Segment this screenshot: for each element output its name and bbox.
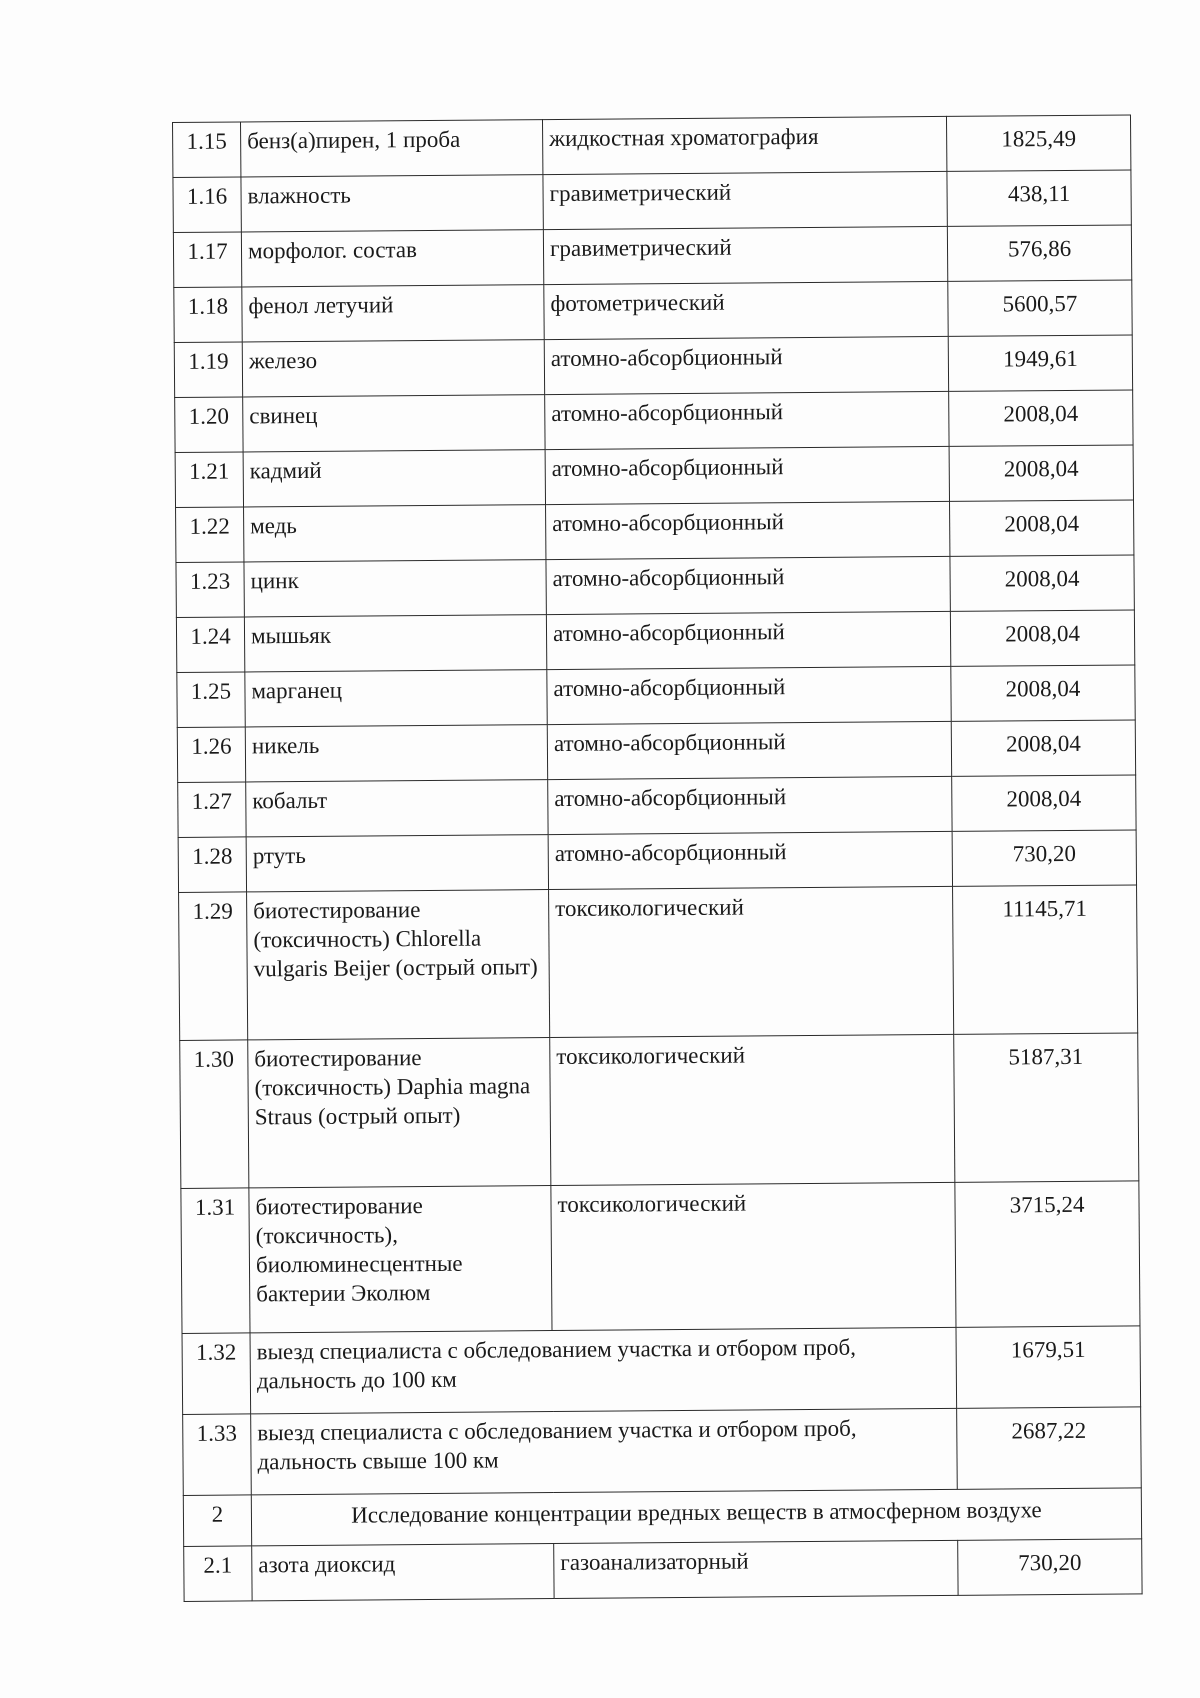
section-title: Исследование концентрации вредных веществ в атмосферном воздухе: [251, 1488, 1141, 1546]
price: 1825,49: [946, 115, 1130, 171]
row-number: 2.1: [184, 1546, 252, 1602]
row-number: 1.25: [177, 672, 245, 728]
price: 1679,51: [956, 1326, 1141, 1408]
method: токсикологический: [550, 1034, 955, 1185]
row-number: 1.26: [177, 727, 245, 783]
analyte-name: медь: [244, 505, 546, 562]
analyte-name: железо: [242, 340, 544, 397]
analyte-name: бенз(а)пирен, 1 проба: [241, 120, 543, 177]
table-row: [178, 830, 1136, 893]
analyte-name: кадмий: [243, 450, 545, 507]
row-number: 1.19: [174, 342, 242, 398]
service-description: выезд специалиста с обследованием участка и отбором проб, дальность свыше 100 км: [251, 1408, 958, 1495]
service-description: выезд специалиста с обследованием участка и отбором проб, дальность до 100 км: [250, 1327, 957, 1414]
row-number: 1.27: [178, 782, 246, 838]
row-number: 1.15: [173, 122, 241, 178]
table-row: [177, 665, 1135, 728]
row-number: 1.23: [176, 562, 244, 618]
row-number: 1.20: [175, 397, 243, 453]
row-number: 1.29: [179, 892, 248, 1041]
method: гравиметрический: [543, 226, 947, 284]
table-row: [183, 1407, 1142, 1496]
analyte-name: морфолог. состав: [241, 230, 543, 287]
analyte-name: биотестирование (токсичность) Daphia magna Straus (острый опыт): [248, 1038, 551, 1188]
table-row: [175, 390, 1133, 453]
price: 2008,04: [952, 775, 1136, 831]
row-number: 1.16: [173, 177, 241, 233]
section-number: 2: [183, 1495, 251, 1547]
method: атомно-абсорбционный: [548, 831, 952, 889]
price: 438,11: [947, 170, 1131, 226]
method: токсикологический: [551, 1182, 956, 1330]
analyte-name: марганец: [245, 670, 547, 727]
price: 2008,04: [951, 665, 1135, 721]
analyte-name: свинец: [243, 395, 545, 452]
table-row: [178, 775, 1136, 838]
price: 2008,04: [950, 555, 1134, 611]
table-row: [184, 1539, 1142, 1602]
price: 2687,22: [957, 1407, 1142, 1489]
method: атомно-абсорбционный: [544, 336, 948, 394]
row-number: 1.22: [176, 507, 244, 563]
table-row: [176, 555, 1134, 618]
analyte-name: азота диоксид: [252, 1544, 554, 1601]
method: атомно-абсорбционный: [545, 446, 949, 504]
table-row: [179, 885, 1138, 1041]
table-row: [174, 335, 1132, 398]
price: 2008,04: [950, 500, 1134, 556]
method: жидкостная хроматография: [542, 116, 946, 174]
price: 2008,04: [949, 445, 1133, 501]
method: гравиметрический: [543, 171, 947, 229]
analyte-name: фенол летучий: [242, 285, 544, 342]
table-row: [177, 720, 1135, 783]
row-number: 1.24: [176, 617, 244, 673]
analyte-name: кобальт: [246, 780, 548, 837]
row-number: 1.30: [180, 1040, 249, 1189]
analyte-name: никель: [245, 725, 547, 782]
method: атомно-абсорбционный: [546, 611, 950, 669]
row-number: 1.18: [174, 287, 242, 343]
row-number: 1.31: [181, 1188, 250, 1334]
method: атомно-абсорбционный: [546, 556, 950, 614]
row-number: 1.17: [173, 232, 241, 288]
table-row: [175, 445, 1133, 508]
method: атомно-абсорбционный: [548, 776, 952, 834]
row-number: 1.33: [183, 1414, 252, 1496]
row-number: 1.32: [182, 1333, 251, 1415]
price: 2008,04: [951, 720, 1135, 776]
price: 2008,04: [949, 390, 1133, 446]
table-row: [176, 610, 1134, 673]
analyte-name: мышьяк: [244, 615, 546, 672]
analyte-name: цинк: [244, 560, 546, 617]
table-row: [173, 170, 1131, 233]
analyte-name: ртуть: [246, 835, 548, 892]
section-header-row: [183, 1488, 1141, 1547]
table-row: [173, 225, 1131, 288]
price: 730,20: [958, 1539, 1142, 1595]
price: 730,20: [952, 830, 1136, 886]
table-row: [182, 1326, 1141, 1415]
table-row: [176, 500, 1134, 563]
table-row: [174, 280, 1132, 343]
method: атомно-абсорбционный: [547, 721, 951, 779]
method: газоанализаторный: [554, 1540, 958, 1598]
price: 5187,31: [954, 1033, 1139, 1182]
price: 2008,04: [950, 610, 1134, 666]
analyte-name: влажность: [241, 175, 543, 232]
table-row: [180, 1033, 1139, 1189]
price: 3715,24: [955, 1181, 1140, 1327]
price: 5600,57: [948, 280, 1132, 336]
price: 11145,71: [953, 885, 1138, 1034]
price: 1949,61: [948, 335, 1132, 391]
analyte-name: биотестирование (токсичность) Chlorella vulgaris Beijer (острый опыт): [247, 890, 550, 1040]
row-number: 1.28: [178, 837, 246, 893]
method: атомно-абсорбционный: [545, 391, 949, 449]
method: атомно-абсорбционный: [547, 666, 951, 724]
method: фотометрический: [544, 281, 948, 339]
price: 576,86: [947, 225, 1131, 281]
analyte-name: биотестирование (токсичность), биолюминесцентные бактерии Эколюм: [249, 1186, 552, 1333]
price-table-body: [173, 115, 1143, 1601]
row-number: 1.21: [175, 452, 243, 508]
price-table: [172, 114, 1143, 1601]
method: токсикологический: [549, 886, 954, 1037]
table-row: [181, 1181, 1140, 1334]
table-row: [173, 115, 1131, 178]
method: атомно-абсорбционный: [546, 501, 950, 559]
